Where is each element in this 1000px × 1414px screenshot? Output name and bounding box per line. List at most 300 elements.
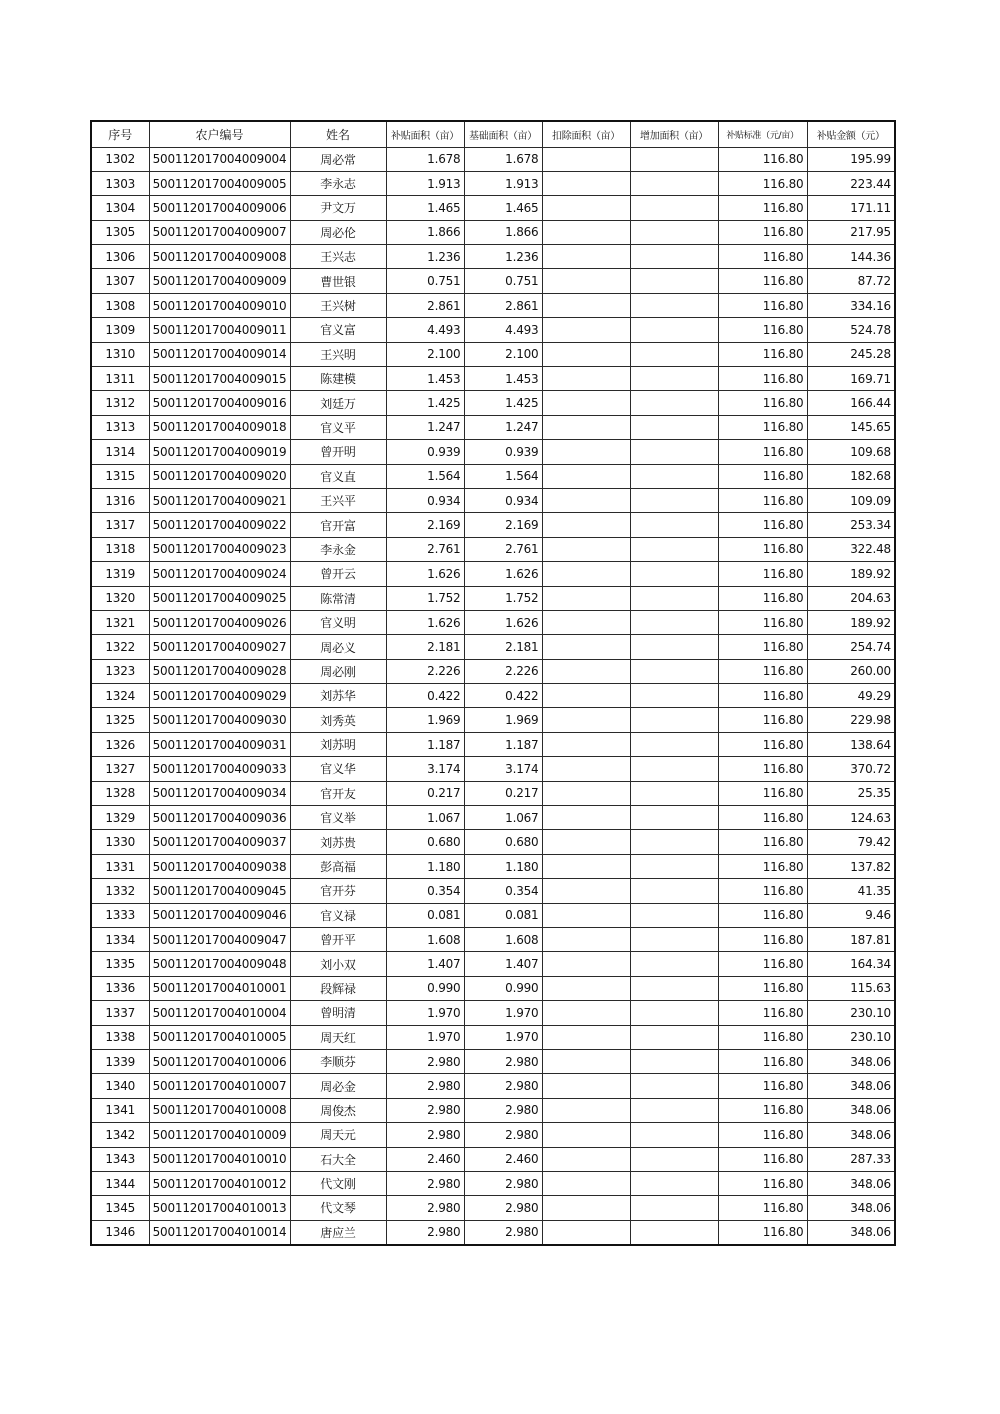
table-row <box>91 488 895 512</box>
serial-cell: 1341 <box>91 1098 149 1122</box>
subsidy-area-cell: 0.081 <box>386 903 464 927</box>
subsidy-area-cell: 3.174 <box>386 757 464 781</box>
table-row <box>91 1001 895 1025</box>
deducted-area-cell <box>542 171 630 195</box>
deducted-area-cell <box>542 879 630 903</box>
subsidy-rate-cell: 116.80 <box>718 147 807 171</box>
deducted-area-cell <box>542 269 630 293</box>
subsidy-area-cell: 1.564 <box>386 464 464 488</box>
subsidy-area-cell: 2.460 <box>386 1147 464 1171</box>
subsidy-rate-cell: 116.80 <box>718 367 807 391</box>
deducted-area-cell <box>542 147 630 171</box>
subsidy-rate-cell: 116.80 <box>718 1196 807 1220</box>
serial-cell: 1339 <box>91 1049 149 1073</box>
subsidy-rate-cell: 116.80 <box>718 1001 807 1025</box>
farmer-id-cell: 500112017004009033 <box>149 757 290 781</box>
subsidy-rate-cell: 116.80 <box>718 928 807 952</box>
subsidy-amount-cell: 9.46 <box>807 903 895 927</box>
base-area-cell: 1.247 <box>464 415 542 439</box>
base-area-cell: 0.990 <box>464 976 542 1000</box>
subsidy-area-cell: 1.678 <box>386 147 464 171</box>
header-deducted-area: 扣除面积（亩） <box>542 121 630 147</box>
name-cell: 代文琴 <box>290 1196 386 1220</box>
subsidy-amount-cell: 182.68 <box>807 464 895 488</box>
subsidy-table <box>90 120 896 1246</box>
subsidy-rate-cell: 116.80 <box>718 1123 807 1147</box>
subsidy-area-cell: 1.067 <box>386 806 464 830</box>
name-cell: 周必常 <box>290 147 386 171</box>
subsidy-amount-cell: 253.34 <box>807 513 895 537</box>
added-area-cell <box>630 488 718 512</box>
added-area-cell <box>630 1001 718 1025</box>
subsidy-rate-cell: 116.80 <box>718 586 807 610</box>
serial-cell: 1335 <box>91 952 149 976</box>
farmer-id-cell: 500112017004009006 <box>149 196 290 220</box>
added-area-cell <box>630 147 718 171</box>
table-row <box>91 854 895 878</box>
header-row <box>91 121 895 147</box>
farmer-id-cell: 500112017004009023 <box>149 537 290 561</box>
subsidy-rate-cell: 116.80 <box>718 171 807 195</box>
deducted-area-cell <box>542 952 630 976</box>
subsidy-rate-cell: 116.80 <box>718 537 807 561</box>
subsidy-rate-cell: 116.80 <box>718 976 807 1000</box>
subsidy-amount-cell: 41.35 <box>807 879 895 903</box>
header-added-area: 增加面积（亩） <box>630 121 718 147</box>
base-area-cell: 0.934 <box>464 488 542 512</box>
deducted-area-cell <box>542 464 630 488</box>
subsidy-rate-cell: 116.80 <box>718 952 807 976</box>
subsidy-area-cell: 1.970 <box>386 1025 464 1049</box>
subsidy-area-cell: 2.181 <box>386 635 464 659</box>
base-area-cell: 2.761 <box>464 537 542 561</box>
table-row <box>91 806 895 830</box>
header-subsidy-rate: 补贴标准（元/亩） <box>718 121 807 147</box>
subsidy-amount-cell: 204.63 <box>807 586 895 610</box>
deducted-area-cell <box>542 488 630 512</box>
added-area-cell <box>630 391 718 415</box>
subsidy-amount-cell: 171.11 <box>807 196 895 220</box>
subsidy-amount-cell: 87.72 <box>807 269 895 293</box>
table-row <box>91 562 895 586</box>
subsidy-rate-cell: 116.80 <box>718 342 807 366</box>
deducted-area-cell <box>542 1220 630 1244</box>
base-area-cell: 2.980 <box>464 1220 542 1244</box>
deducted-area-cell <box>542 732 630 756</box>
base-area-cell: 1.626 <box>464 562 542 586</box>
deducted-area-cell <box>542 1147 630 1171</box>
farmer-id-cell: 500112017004009024 <box>149 562 290 586</box>
added-area-cell <box>630 171 718 195</box>
added-area-cell <box>630 562 718 586</box>
name-cell: 王兴明 <box>290 342 386 366</box>
table-row <box>91 1196 895 1220</box>
base-area-cell: 1.067 <box>464 806 542 830</box>
base-area-cell: 1.608 <box>464 928 542 952</box>
deducted-area-cell <box>542 976 630 1000</box>
farmer-id-cell: 500112017004010012 <box>149 1171 290 1195</box>
base-area-cell: 1.678 <box>464 147 542 171</box>
deducted-area-cell <box>542 1001 630 1025</box>
name-cell: 周必义 <box>290 635 386 659</box>
subsidy-rate-cell: 116.80 <box>718 220 807 244</box>
subsidy-amount-cell: 370.72 <box>807 757 895 781</box>
base-area-cell: 0.939 <box>464 440 542 464</box>
subsidy-area-cell: 0.934 <box>386 488 464 512</box>
serial-cell: 1326 <box>91 732 149 756</box>
deducted-area-cell <box>542 293 630 317</box>
subsidy-rate-cell: 116.80 <box>718 488 807 512</box>
subsidy-amount-cell: 49.29 <box>807 684 895 708</box>
name-cell: 唐应兰 <box>290 1220 386 1244</box>
table-row <box>91 684 895 708</box>
name-cell: 周俊杰 <box>290 1098 386 1122</box>
deducted-area-cell <box>542 854 630 878</box>
added-area-cell <box>630 1074 718 1098</box>
header-subsidy-amount: 补贴金额（元） <box>807 121 895 147</box>
subsidy-area-cell: 2.226 <box>386 659 464 683</box>
base-area-cell: 2.861 <box>464 293 542 317</box>
subsidy-rate-cell: 116.80 <box>718 708 807 732</box>
base-area-cell: 2.181 <box>464 635 542 659</box>
table-row <box>91 318 895 342</box>
name-cell: 刘苏华 <box>290 684 386 708</box>
base-area-cell: 1.970 <box>464 1001 542 1025</box>
name-cell: 官开芬 <box>290 879 386 903</box>
name-cell: 曾开平 <box>290 928 386 952</box>
deducted-area-cell <box>542 245 630 269</box>
table-row <box>91 659 895 683</box>
deducted-area-cell <box>542 415 630 439</box>
deducted-area-cell <box>542 1074 630 1098</box>
farmer-id-cell: 500112017004009009 <box>149 269 290 293</box>
farmer-id-cell: 500112017004009018 <box>149 415 290 439</box>
table-row <box>91 440 895 464</box>
subsidy-area-cell: 2.761 <box>386 537 464 561</box>
farmer-id-cell: 500112017004009028 <box>149 659 290 683</box>
added-area-cell <box>630 1123 718 1147</box>
added-area-cell <box>630 513 718 537</box>
serial-cell: 1319 <box>91 562 149 586</box>
name-cell: 尹文万 <box>290 196 386 220</box>
deducted-area-cell <box>542 1025 630 1049</box>
subsidy-amount-cell: 217.95 <box>807 220 895 244</box>
subsidy-area-cell: 2.980 <box>386 1049 464 1073</box>
subsidy-area-cell: 1.465 <box>386 196 464 220</box>
base-area-cell: 0.217 <box>464 781 542 805</box>
table-row <box>91 1098 895 1122</box>
table-row <box>91 952 895 976</box>
serial-cell: 1331 <box>91 854 149 878</box>
serial-cell: 1303 <box>91 171 149 195</box>
subsidy-amount-cell: 348.06 <box>807 1098 895 1122</box>
subsidy-amount-cell: 524.78 <box>807 318 895 342</box>
serial-cell: 1343 <box>91 1147 149 1171</box>
deducted-area-cell <box>542 635 630 659</box>
name-cell: 周必金 <box>290 1074 386 1098</box>
farmer-id-cell: 500112017004009020 <box>149 464 290 488</box>
serial-cell: 1311 <box>91 367 149 391</box>
farmer-id-cell: 500112017004009007 <box>149 220 290 244</box>
subsidy-amount-cell: 322.48 <box>807 537 895 561</box>
table-row <box>91 610 895 634</box>
name-cell: 周天元 <box>290 1123 386 1147</box>
subsidy-area-cell: 1.180 <box>386 854 464 878</box>
subsidy-area-cell: 1.425 <box>386 391 464 415</box>
subsidy-rate-cell: 116.80 <box>718 1025 807 1049</box>
farmer-id-cell: 500112017004009010 <box>149 293 290 317</box>
deducted-area-cell <box>542 513 630 537</box>
subsidy-area-cell: 1.626 <box>386 610 464 634</box>
table-row <box>91 171 895 195</box>
deducted-area-cell <box>542 781 630 805</box>
subsidy-amount-cell: 254.74 <box>807 635 895 659</box>
name-cell: 曾开云 <box>290 562 386 586</box>
farmer-id-cell: 500112017004009008 <box>149 245 290 269</box>
base-area-cell: 1.969 <box>464 708 542 732</box>
deducted-area-cell <box>542 928 630 952</box>
added-area-cell <box>630 537 718 561</box>
table-row <box>91 415 895 439</box>
farmer-id-cell: 500112017004009004 <box>149 147 290 171</box>
subsidy-rate-cell: 116.80 <box>718 879 807 903</box>
base-area-cell: 1.187 <box>464 732 542 756</box>
subsidy-rate-cell: 116.80 <box>718 610 807 634</box>
added-area-cell <box>630 903 718 927</box>
added-area-cell <box>630 1147 718 1171</box>
name-cell: 王兴志 <box>290 245 386 269</box>
subsidy-amount-cell: 115.63 <box>807 976 895 1000</box>
table-row <box>91 196 895 220</box>
subsidy-rate-cell: 116.80 <box>718 854 807 878</box>
name-cell: 石大全 <box>290 1147 386 1171</box>
serial-cell: 1336 <box>91 976 149 1000</box>
name-cell: 李永金 <box>290 537 386 561</box>
farmer-id-cell: 500112017004009045 <box>149 879 290 903</box>
added-area-cell <box>630 293 718 317</box>
name-cell: 刘小双 <box>290 952 386 976</box>
serial-cell: 1340 <box>91 1074 149 1098</box>
serial-cell: 1337 <box>91 1001 149 1025</box>
name-cell: 周必伦 <box>290 220 386 244</box>
serial-cell: 1333 <box>91 903 149 927</box>
farmer-id-cell: 500112017004009026 <box>149 610 290 634</box>
subsidy-area-cell: 2.861 <box>386 293 464 317</box>
serial-cell: 1325 <box>91 708 149 732</box>
added-area-cell <box>630 196 718 220</box>
farmer-id-cell: 500112017004010014 <box>149 1220 290 1244</box>
deducted-area-cell <box>542 367 630 391</box>
base-area-cell: 2.980 <box>464 1074 542 1098</box>
table-row <box>91 147 895 171</box>
farmer-id-cell: 500112017004009021 <box>149 488 290 512</box>
subsidy-area-cell: 0.680 <box>386 830 464 854</box>
table-row <box>91 830 895 854</box>
farmer-id-cell: 500112017004010010 <box>149 1147 290 1171</box>
table-row <box>91 1147 895 1171</box>
subsidy-amount-cell: 138.64 <box>807 732 895 756</box>
deducted-area-cell <box>542 318 630 342</box>
serial-cell: 1321 <box>91 610 149 634</box>
subsidy-area-cell: 1.247 <box>386 415 464 439</box>
deducted-area-cell <box>542 562 630 586</box>
subsidy-rate-cell: 116.80 <box>718 1074 807 1098</box>
subsidy-area-cell: 1.969 <box>386 708 464 732</box>
base-area-cell: 1.236 <box>464 245 542 269</box>
table-row <box>91 1025 895 1049</box>
base-area-cell: 3.174 <box>464 757 542 781</box>
deducted-area-cell <box>542 708 630 732</box>
subsidy-rate-cell: 116.80 <box>718 513 807 537</box>
serial-cell: 1306 <box>91 245 149 269</box>
base-area-cell: 0.751 <box>464 269 542 293</box>
name-cell: 陈建模 <box>290 367 386 391</box>
added-area-cell <box>630 854 718 878</box>
name-cell: 彭高福 <box>290 854 386 878</box>
subsidy-amount-cell: 287.33 <box>807 1147 895 1171</box>
name-cell: 官义明 <box>290 610 386 634</box>
header-name: 姓名 <box>290 121 386 147</box>
farmer-id-cell: 500112017004010004 <box>149 1001 290 1025</box>
serial-cell: 1318 <box>91 537 149 561</box>
subsidy-rate-cell: 116.80 <box>718 464 807 488</box>
farmer-id-cell: 500112017004010013 <box>149 1196 290 1220</box>
deducted-area-cell <box>542 1098 630 1122</box>
subsidy-amount-cell: 169.71 <box>807 367 895 391</box>
base-area-cell: 2.980 <box>464 1196 542 1220</box>
deducted-area-cell <box>542 220 630 244</box>
subsidy-rate-cell: 116.80 <box>718 806 807 830</box>
subsidy-rate-cell: 116.80 <box>718 196 807 220</box>
serial-cell: 1304 <box>91 196 149 220</box>
base-area-cell: 2.980 <box>464 1098 542 1122</box>
subsidy-rate-cell: 116.80 <box>718 415 807 439</box>
name-cell: 曾开明 <box>290 440 386 464</box>
serial-cell: 1327 <box>91 757 149 781</box>
name-cell: 官开友 <box>290 781 386 805</box>
subsidy-area-cell: 1.866 <box>386 220 464 244</box>
table-row <box>91 781 895 805</box>
added-area-cell <box>630 1171 718 1195</box>
added-area-cell <box>630 659 718 683</box>
subsidy-rate-cell: 116.80 <box>718 1049 807 1073</box>
header-base-area: 基础面积（亩） <box>464 121 542 147</box>
subsidy-rate-cell: 116.80 <box>718 781 807 805</box>
subsidy-amount-cell: 334.16 <box>807 293 895 317</box>
table-row <box>91 586 895 610</box>
subsidy-rate-cell: 116.80 <box>718 830 807 854</box>
subsidy-rate-cell: 116.80 <box>718 635 807 659</box>
added-area-cell <box>630 440 718 464</box>
farmer-id-cell: 500112017004009036 <box>149 806 290 830</box>
subsidy-amount-cell: 245.28 <box>807 342 895 366</box>
subsidy-amount-cell: 164.34 <box>807 952 895 976</box>
table-row <box>91 1074 895 1098</box>
subsidy-amount-cell: 230.10 <box>807 1001 895 1025</box>
name-cell: 官义禄 <box>290 903 386 927</box>
table-row <box>91 269 895 293</box>
farmer-id-cell: 500112017004009019 <box>149 440 290 464</box>
added-area-cell <box>630 586 718 610</box>
header-farmer-id: 农户编号 <box>149 121 290 147</box>
base-area-cell: 2.460 <box>464 1147 542 1171</box>
base-area-cell: 2.980 <box>464 1171 542 1195</box>
name-cell: 刘秀英 <box>290 708 386 732</box>
subsidy-area-cell: 2.980 <box>386 1171 464 1195</box>
base-area-cell: 1.752 <box>464 586 542 610</box>
serial-cell: 1330 <box>91 830 149 854</box>
serial-cell: 1312 <box>91 391 149 415</box>
added-area-cell <box>630 220 718 244</box>
table-row <box>91 245 895 269</box>
serial-cell: 1314 <box>91 440 149 464</box>
name-cell: 周天红 <box>290 1025 386 1049</box>
name-cell: 李永志 <box>290 171 386 195</box>
farmer-id-cell: 500112017004009005 <box>149 171 290 195</box>
name-cell: 官义举 <box>290 806 386 830</box>
serial-cell: 1342 <box>91 1123 149 1147</box>
base-area-cell: 0.081 <box>464 903 542 927</box>
subsidy-area-cell: 0.217 <box>386 781 464 805</box>
name-cell: 陈常清 <box>290 586 386 610</box>
subsidy-area-cell: 0.422 <box>386 684 464 708</box>
base-area-cell: 1.465 <box>464 196 542 220</box>
deducted-area-cell <box>542 537 630 561</box>
base-area-cell: 1.626 <box>464 610 542 634</box>
added-area-cell <box>630 1025 718 1049</box>
subsidy-area-cell: 1.407 <box>386 952 464 976</box>
deducted-area-cell <box>542 903 630 927</box>
base-area-cell: 0.354 <box>464 879 542 903</box>
serial-cell: 1316 <box>91 488 149 512</box>
subsidy-amount-cell: 187.81 <box>807 928 895 952</box>
deducted-area-cell <box>542 684 630 708</box>
name-cell: 代文刚 <box>290 1171 386 1195</box>
serial-cell: 1305 <box>91 220 149 244</box>
farmer-id-cell: 500112017004010006 <box>149 1049 290 1073</box>
name-cell: 刘苏贵 <box>290 830 386 854</box>
subsidy-amount-cell: 348.06 <box>807 1171 895 1195</box>
subsidy-area-cell: 2.980 <box>386 1123 464 1147</box>
name-cell: 段辉禄 <box>290 976 386 1000</box>
serial-cell: 1320 <box>91 586 149 610</box>
base-area-cell: 1.180 <box>464 854 542 878</box>
farmer-id-cell: 500112017004009048 <box>149 952 290 976</box>
added-area-cell <box>630 318 718 342</box>
header-subsidy-area: 补贴面积（亩） <box>386 121 464 147</box>
farmer-id-cell: 500112017004009030 <box>149 708 290 732</box>
serial-cell: 1307 <box>91 269 149 293</box>
subsidy-rate-cell: 116.80 <box>718 562 807 586</box>
subsidy-area-cell: 1.752 <box>386 586 464 610</box>
subsidy-rate-cell: 116.80 <box>718 757 807 781</box>
table-row <box>91 635 895 659</box>
farmer-id-cell: 500112017004009031 <box>149 732 290 756</box>
subsidy-rate-cell: 116.80 <box>718 732 807 756</box>
table-row <box>91 220 895 244</box>
farmer-id-cell: 500112017004010001 <box>149 976 290 1000</box>
deducted-area-cell <box>542 391 630 415</box>
name-cell: 刘苏明 <box>290 732 386 756</box>
base-area-cell: 1.407 <box>464 952 542 976</box>
added-area-cell <box>630 1220 718 1244</box>
base-area-cell: 1.425 <box>464 391 542 415</box>
added-area-cell <box>630 367 718 391</box>
base-area-cell: 1.913 <box>464 171 542 195</box>
subsidy-amount-cell: 145.65 <box>807 415 895 439</box>
table-row <box>91 732 895 756</box>
name-cell: 官义富 <box>290 318 386 342</box>
